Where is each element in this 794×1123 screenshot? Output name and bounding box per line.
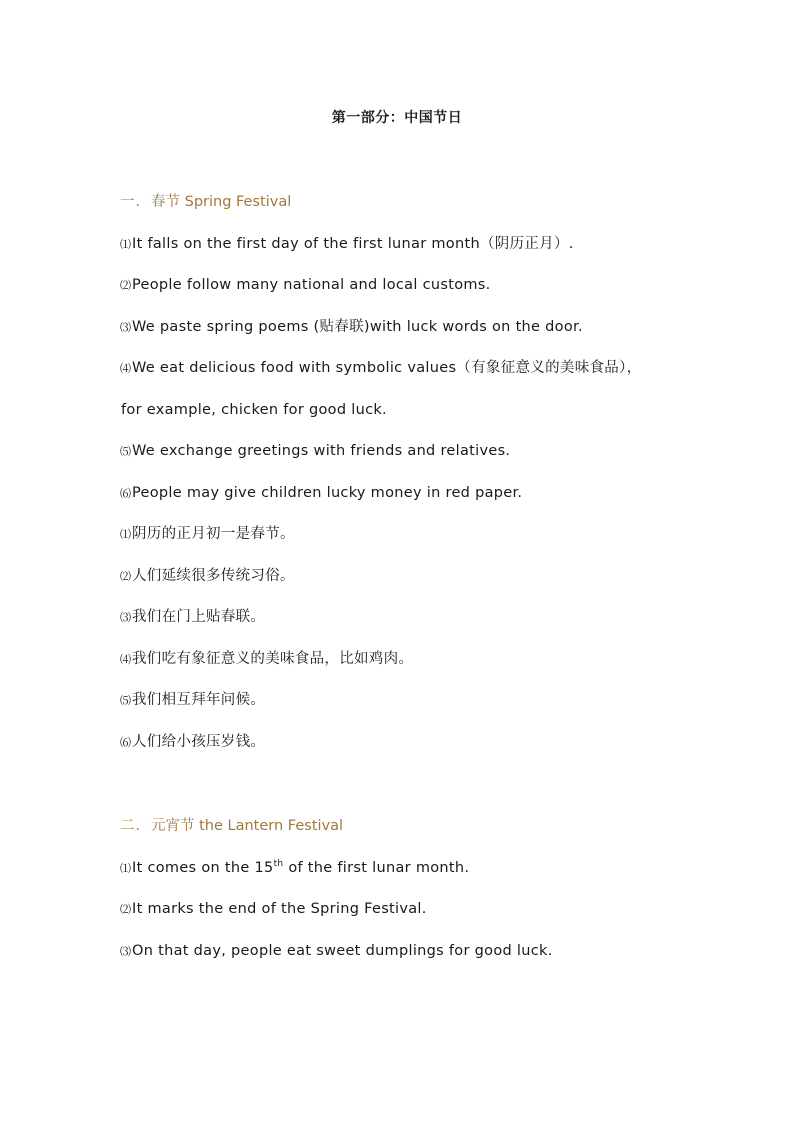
list-item	[120, 274, 720, 297]
item-text: It marks the end of the Spring Festival.	[132, 901, 427, 917]
list-item	[120, 565, 720, 588]
list-item	[120, 233, 720, 256]
item-number: ⑵	[120, 903, 131, 916]
item-text: We exchange greetings with friends and relatives.	[132, 443, 511, 459]
item-text: of the first lunar month.	[283, 859, 470, 876]
item-number: ⑵	[120, 569, 131, 583]
item-number: ⑹	[120, 486, 131, 500]
item-number: ⑸	[120, 445, 131, 458]
item-number: ⑶	[120, 944, 131, 958]
item-number: ⑹	[120, 735, 131, 749]
item-text: It comes on the 15	[132, 859, 274, 876]
section-heading-text: 元宵节 the Lantern Festival	[151, 818, 344, 834]
list-item	[120, 316, 720, 339]
list-item	[120, 523, 720, 546]
item-number: ⑸	[120, 694, 131, 707]
section-heading	[120, 191, 720, 214]
list-item	[120, 648, 720, 671]
item-number: ⑶	[120, 320, 131, 334]
item-text: On that day, people eat sweet dumplings for good luck.	[132, 942, 553, 959]
list-item	[120, 689, 720, 712]
item-text: 人们给小孩压岁钱。	[132, 733, 266, 750]
list-item	[120, 606, 720, 629]
list-item-continuation	[120, 399, 720, 422]
section-heading	[120, 815, 720, 838]
list-item	[120, 731, 720, 754]
section-spring-festival	[120, 191, 720, 772]
list-item	[120, 898, 720, 921]
list-item	[120, 940, 720, 963]
item-text: It falls on the first day of the first lunar month（阴历正月）.	[132, 235, 574, 252]
item-text: 人们延续很多传统习俗。	[132, 567, 295, 584]
list-item	[120, 357, 720, 380]
list-item	[120, 482, 720, 505]
section-lantern-festival	[120, 815, 720, 981]
ordinal-suffix: th	[273, 858, 284, 869]
item-text: We eat delicious food with symbolic values（有象征意义的美味食品），	[132, 360, 642, 376]
item-number: ⑴	[120, 861, 131, 875]
item-text: We paste spring poems (贴春联)with luck words on the door.	[132, 318, 583, 335]
item-text: 我们吃有象征意义的美味食品，比如鸡肉。	[132, 650, 414, 667]
section-heading-text: 春节 Spring Festival	[151, 194, 292, 210]
item-text: 阴历的正月初一是春节。	[132, 526, 295, 542]
item-text: 我们在门上贴春联。	[132, 609, 266, 625]
item-number: ⑵	[120, 279, 131, 292]
section-index: 一．	[120, 194, 151, 210]
list-item	[120, 857, 720, 880]
item-text: for example, chicken for good luck.	[121, 401, 387, 418]
item-text: 我们相互拜年问候。	[132, 692, 266, 708]
item-number: ⑷	[120, 652, 131, 666]
item-text: People may give children lucky money in red paper.	[132, 484, 523, 501]
item-number: ⑶	[120, 611, 131, 624]
item-text: People follow many national and local customs.	[132, 277, 491, 293]
item-number: ⑷	[120, 362, 131, 375]
item-number: ⑴	[120, 528, 131, 541]
document-title: 第一部分：中国节日	[331, 110, 463, 126]
list-item	[120, 440, 720, 463]
section-index: 二．	[120, 818, 151, 834]
item-number: ⑴	[120, 237, 131, 251]
